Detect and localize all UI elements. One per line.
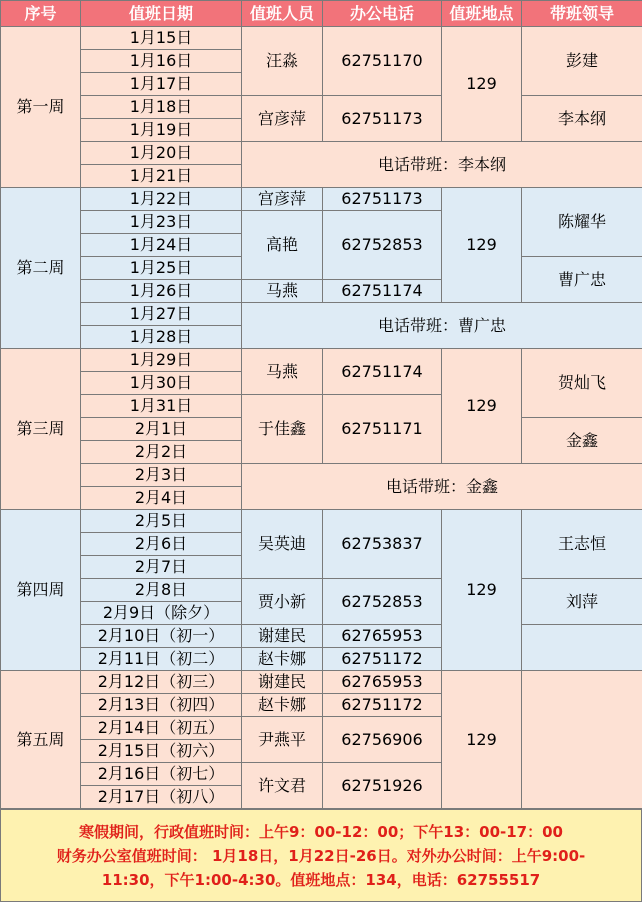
staff-name: 宫彦萍 (242, 188, 323, 211)
staff-phone: 62751172 (323, 648, 442, 671)
duty-date: 2月15日（初六） (81, 740, 242, 763)
header-staff: 值班人员 (242, 1, 323, 27)
duty-date: 1月29日 (81, 349, 242, 372)
staff-name: 贾小新 (242, 579, 323, 625)
duty-location: 129 (442, 27, 522, 142)
table-row (1, 671, 642, 694)
duty-date: 1月19日 (81, 119, 242, 142)
staff-phone: 62751173 (323, 96, 442, 142)
staff-name: 赵卡娜 (242, 648, 323, 671)
staff-name: 吴英迪 (242, 510, 323, 579)
staff-name: 高艳 (242, 211, 323, 280)
table-row (1, 510, 642, 533)
duty-location: 129 (442, 349, 522, 464)
staff-name: 尹燕平 (242, 717, 323, 763)
staff-phone: 62765953 (323, 625, 442, 648)
duty-date: 2月6日 (81, 533, 242, 556)
week-label: 第五周 (1, 671, 81, 809)
duty-date: 1月18日 (81, 96, 242, 119)
week-label: 第一周 (1, 27, 81, 188)
duty-location: 129 (442, 671, 522, 809)
notice-line: 寒假期间，行政值班时间：上午9：00-12：00；下午13：00-17：00 (78, 823, 563, 841)
staff-phone: 62753837 (323, 510, 442, 579)
duty-leader: 金鑫 (522, 418, 642, 464)
duty-date: 2月1日 (81, 418, 242, 441)
duty-location: 129 (442, 510, 522, 671)
notice-line: 财务办公室值班时间： 1月18日，1月22日-26日。对外办公时间：上午9:00- (56, 847, 586, 865)
duty-date: 1月28日 (81, 326, 242, 349)
duty-leader: 陈耀华 (522, 188, 642, 257)
duty-date: 1月25日 (81, 257, 242, 280)
duty-leader: 李本纲 (522, 96, 642, 142)
phone-duty-note: 电话带班：李本纲 (242, 142, 642, 188)
duty-date: 2月2日 (81, 441, 242, 464)
staff-name: 谢建民 (242, 671, 323, 694)
staff-phone: 62751170 (323, 27, 442, 96)
header-location: 值班地点 (442, 1, 522, 27)
staff-name: 于佳鑫 (242, 395, 323, 464)
staff-name: 宫彦萍 (242, 96, 323, 142)
staff-phone: 62765953 (323, 671, 442, 694)
staff-name: 马燕 (242, 280, 323, 303)
table-row (1, 579, 642, 602)
phone-duty-note: 电话带班：金鑫 (242, 464, 642, 510)
duty-date: 2月4日 (81, 487, 242, 510)
table-row (1, 349, 642, 372)
table-row (1, 96, 642, 119)
duty-leader-empty (522, 671, 642, 809)
duty-leader: 刘萍 (522, 579, 642, 625)
staff-phone: 62751174 (323, 280, 442, 303)
week-label: 第三周 (1, 349, 81, 510)
staff-phone: 62751171 (323, 395, 442, 464)
table-row (1, 142, 642, 165)
staff-phone: 62752853 (323, 211, 442, 280)
staff-name: 谢建民 (242, 625, 323, 648)
duty-date: 1月26日 (81, 280, 242, 303)
duty-date: 2月7日 (81, 556, 242, 579)
duty-location: 129 (442, 188, 522, 303)
header-date: 值班日期 (81, 1, 242, 27)
duty-date: 2月13日（初四） (81, 694, 242, 717)
duty-date: 1月15日 (81, 27, 242, 50)
duty-date: 2月9日（除夕） (81, 602, 242, 625)
duty-date: 1月17日 (81, 73, 242, 96)
duty-date: 1月31日 (81, 395, 242, 418)
duty-leader: 曹广忠 (522, 257, 642, 303)
header-row (1, 1, 642, 27)
staff-name: 马燕 (242, 349, 323, 395)
staff-phone: 62756906 (323, 717, 442, 763)
duty-date: 2月11日（初二） (81, 648, 242, 671)
duty-leader-empty (522, 625, 642, 671)
staff-name: 许文君 (242, 763, 323, 809)
duty-date: 2月10日（初一） (81, 625, 242, 648)
table-row (1, 27, 642, 50)
duty-date: 2月16日（初七） (81, 763, 242, 786)
duty-date: 1月27日 (81, 303, 242, 326)
header-leader: 带班领导 (522, 1, 642, 27)
week-label: 第二周 (1, 188, 81, 349)
duty-date: 1月16日 (81, 50, 242, 73)
duty-date: 2月14日（初五） (81, 717, 242, 740)
week-label: 第四周 (1, 510, 81, 671)
duty-date: 1月24日 (81, 234, 242, 257)
duty-date: 1月23日 (81, 211, 242, 234)
holiday-notice (0, 809, 642, 902)
staff-phone: 62751926 (323, 763, 442, 809)
table-row (1, 625, 642, 648)
duty-leader: 贺灿飞 (522, 349, 642, 418)
duty-leader: 彭建 (522, 27, 642, 96)
header-phone: 办公电话 (323, 1, 442, 27)
duty-date: 2月8日 (81, 579, 242, 602)
phone-duty-note: 电话带班：曹广忠 (242, 303, 642, 349)
table-row (1, 303, 642, 326)
staff-phone: 62751172 (323, 694, 442, 717)
staff-phone: 62751174 (323, 349, 442, 395)
staff-phone: 62752853 (323, 579, 442, 625)
table-row (1, 464, 642, 487)
duty-date: 2月12日（初三） (81, 671, 242, 694)
duty-leader: 王志恒 (522, 510, 642, 579)
duty-date: 2月5日 (81, 510, 242, 533)
duty-date: 1月20日 (81, 142, 242, 165)
duty-date: 2月17日（初八） (81, 786, 242, 809)
staff-name: 汪淼 (242, 27, 323, 96)
staff-name: 赵卡娜 (242, 694, 323, 717)
duty-date: 1月22日 (81, 188, 242, 211)
table-row (1, 188, 642, 211)
duty-date: 1月21日 (81, 165, 242, 188)
notice-line: 11:30，下午1:00-4:30。值班地点：134，电话：62755517 (101, 871, 541, 889)
header-index: 序号 (1, 1, 81, 27)
duty-date: 1月30日 (81, 372, 242, 395)
staff-phone: 62751173 (323, 188, 442, 211)
duty-date: 2月3日 (81, 464, 242, 487)
